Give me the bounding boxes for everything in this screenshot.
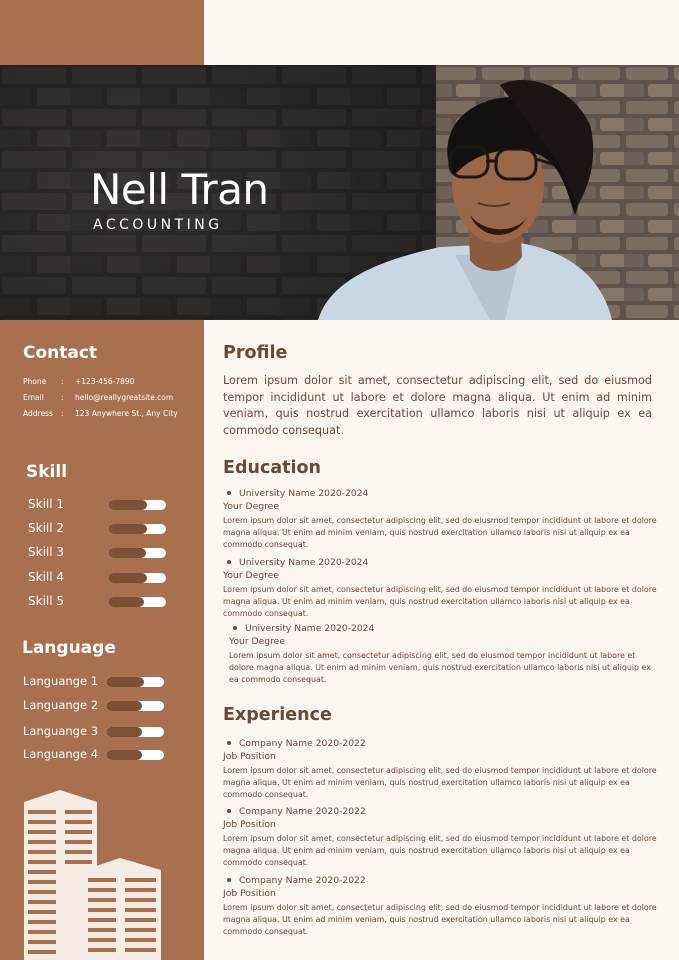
language-label: Languange 4 [23,747,99,761]
experience-heading: Experience [223,705,332,725]
entry-title [223,875,657,888]
entry-subtitle: Job Position [223,888,276,899]
contact-separator: : [61,393,64,402]
language-row [23,698,173,714]
entry-title [223,738,657,751]
language-row [23,724,173,740]
language-bar-fill [106,677,144,687]
language-label: Languange 1 [23,674,99,688]
entry-title-text: University Name 2020-2024 [245,623,375,634]
skill-row [28,497,178,513]
bullet-icon [227,809,231,813]
language-bar-fill [106,701,142,711]
profile-heading: Profile [223,343,288,363]
skill-row [28,545,178,561]
entry-subtitle: Your Degree [229,636,285,647]
skill-bar [108,500,166,510]
entry-description: Lorem ipsum dolor sit amet, consectetur adipiscing elit, sed do eiusmod tempor incididunt ut labore et dolore magna aliqua. Ut enim ad minim veniam, quis nostrud exercitation ullamco laboris nisi ut aliquip ex ea commodo consequat. [223,834,657,867]
entry-subtitle: Your Degree [223,570,279,581]
language-bar-fill [106,750,142,760]
bullet-icon [227,491,231,495]
bullet-icon [227,878,231,882]
skill-label: Skill 4 [28,570,65,584]
skill-bar-fill [108,524,147,534]
language-label: Languange 3 [23,724,99,738]
experience-entry [223,875,657,938]
contact-address [23,409,193,421]
skill-row [28,594,178,610]
language-bar [106,750,164,760]
skill-bar-fill [108,573,147,583]
skill-label: Skill 2 [28,521,65,535]
hero-banner [0,65,679,320]
skill-label: Skill 3 [28,545,65,559]
contact-label: Phone [23,377,47,386]
language-row [23,674,173,690]
contact-value: +123-456-7890 [75,377,135,386]
contact-separator: : [61,409,64,418]
education-entry [223,488,657,551]
skill-label: Skill 5 [28,594,65,608]
entry-title-text: Company Name 2020-2022 [239,738,366,749]
entry-description: Lorem ipsum dolor sit amet, consectetur adipiscing elit, sed do eiusmod tempor incididunt ut labore et dolore magna aliqua. Ut enim ad minim veniam, quis nostrud exercitation ullamco laboris nisi ut aliquip ex ea commodo consequat. [223,516,657,549]
bullet-icon [227,741,231,745]
bullet-icon [227,560,231,564]
contact-value: hello@reallygreatsite.com [75,393,174,402]
experience-entry [223,806,657,869]
entry-title [223,806,657,819]
contact-label: Email [23,393,44,402]
entry-title-text: University Name 2020-2024 [239,557,369,568]
language-bar-fill [106,727,142,737]
entry-title [229,623,659,636]
language-bar [106,727,164,737]
skill-bar [108,597,166,607]
contact-email [23,393,193,405]
language-bar [106,677,164,687]
contact-label: Address [23,409,53,418]
entry-description: Lorem ipsum dolor sit amet, consectetur adipiscing elit, sed do eiusmod tempor incididunt ut labore et dolore magna aliqua. Ut enim ad minim veniam, quis nostrud exercitation ullamco laboris nisi ut aliquip ex ea commodo consequat. [229,651,651,684]
language-heading: Language [22,638,116,658]
entry-description: Lorem ipsum dolor sit amet, consectetur adipiscing elit, sed do eiusmod tempor incididunt ut labore et dolore magna aliqua. Ut enim ad minim veniam, quis nostrud exercitation ullamco laboris nisi ut aliquip ex ea commodo consequat. [223,766,657,799]
language-label: Languange 2 [23,698,99,712]
bullet-icon [233,626,237,630]
entry-title [223,557,657,570]
entry-title [223,488,657,501]
skill-bar-fill [108,597,144,607]
contact-value: 123 Anywhere St., Any City [75,409,178,418]
entry-subtitle: Your Degree [223,501,279,512]
skill-bar [108,524,166,534]
skill-bar-fill [108,500,147,510]
skill-bar [108,573,166,583]
skill-row [28,521,178,537]
entry-description: Lorem ipsum dolor sit amet, consectetur adipiscing elit, sed do eiusmod tempor incididunt ut labore et dolore magna aliqua. Ut enim ad minim veniam, quis nostrud exercitation ullamco laboris nisi ut aliquip ex ea commodo consequat. [223,585,657,618]
skill-label: Skill 1 [28,497,65,511]
education-entry [223,557,657,620]
entry-subtitle: Job Position [223,751,276,762]
profile-text: Lorem ipsum dolor sit amet, consectetur adipiscing elit, sed do eiusmod tempor incididunt ut labore et dolore magna aliqua. Ut enim ad minim veniam, quis nostrud exercitation ullamco laboris nisi ut aliquip ex ea commodo consequat. [223,374,652,437]
contact-separator: : [61,377,64,386]
entry-title-text: Company Name 2020-2022 [239,806,366,817]
entry-subtitle: Job Position [223,819,276,830]
contact-phone [23,377,193,389]
entry-title-text: University Name 2020-2024 [239,488,369,499]
language-bar [106,701,164,711]
candidate-role: ACCOUNTING [93,217,223,233]
education-heading: Education [223,458,321,478]
candidate-name: Nell Tran [90,165,269,214]
education-entry [229,623,659,686]
skill-heading: Skill [26,462,68,482]
buildings-illustration [20,788,170,960]
top-strip [204,0,679,65]
experience-entry [223,738,657,801]
skill-bar-fill [108,548,146,558]
language-row [23,747,173,763]
contact-heading: Contact [23,343,98,363]
skill-bar [108,548,166,558]
skill-row [28,570,178,586]
entry-title-text: Company Name 2020-2022 [239,875,366,886]
entry-description: Lorem ipsum dolor sit amet, consectetur adipiscing elit, sed do eiusmod tempor incididunt ut labore et dolore magna aliqua. Ut enim ad minim veniam, quis nostrud exercitation ullamco laboris nisi ut aliquip ex ea commodo consequat. [223,903,657,936]
